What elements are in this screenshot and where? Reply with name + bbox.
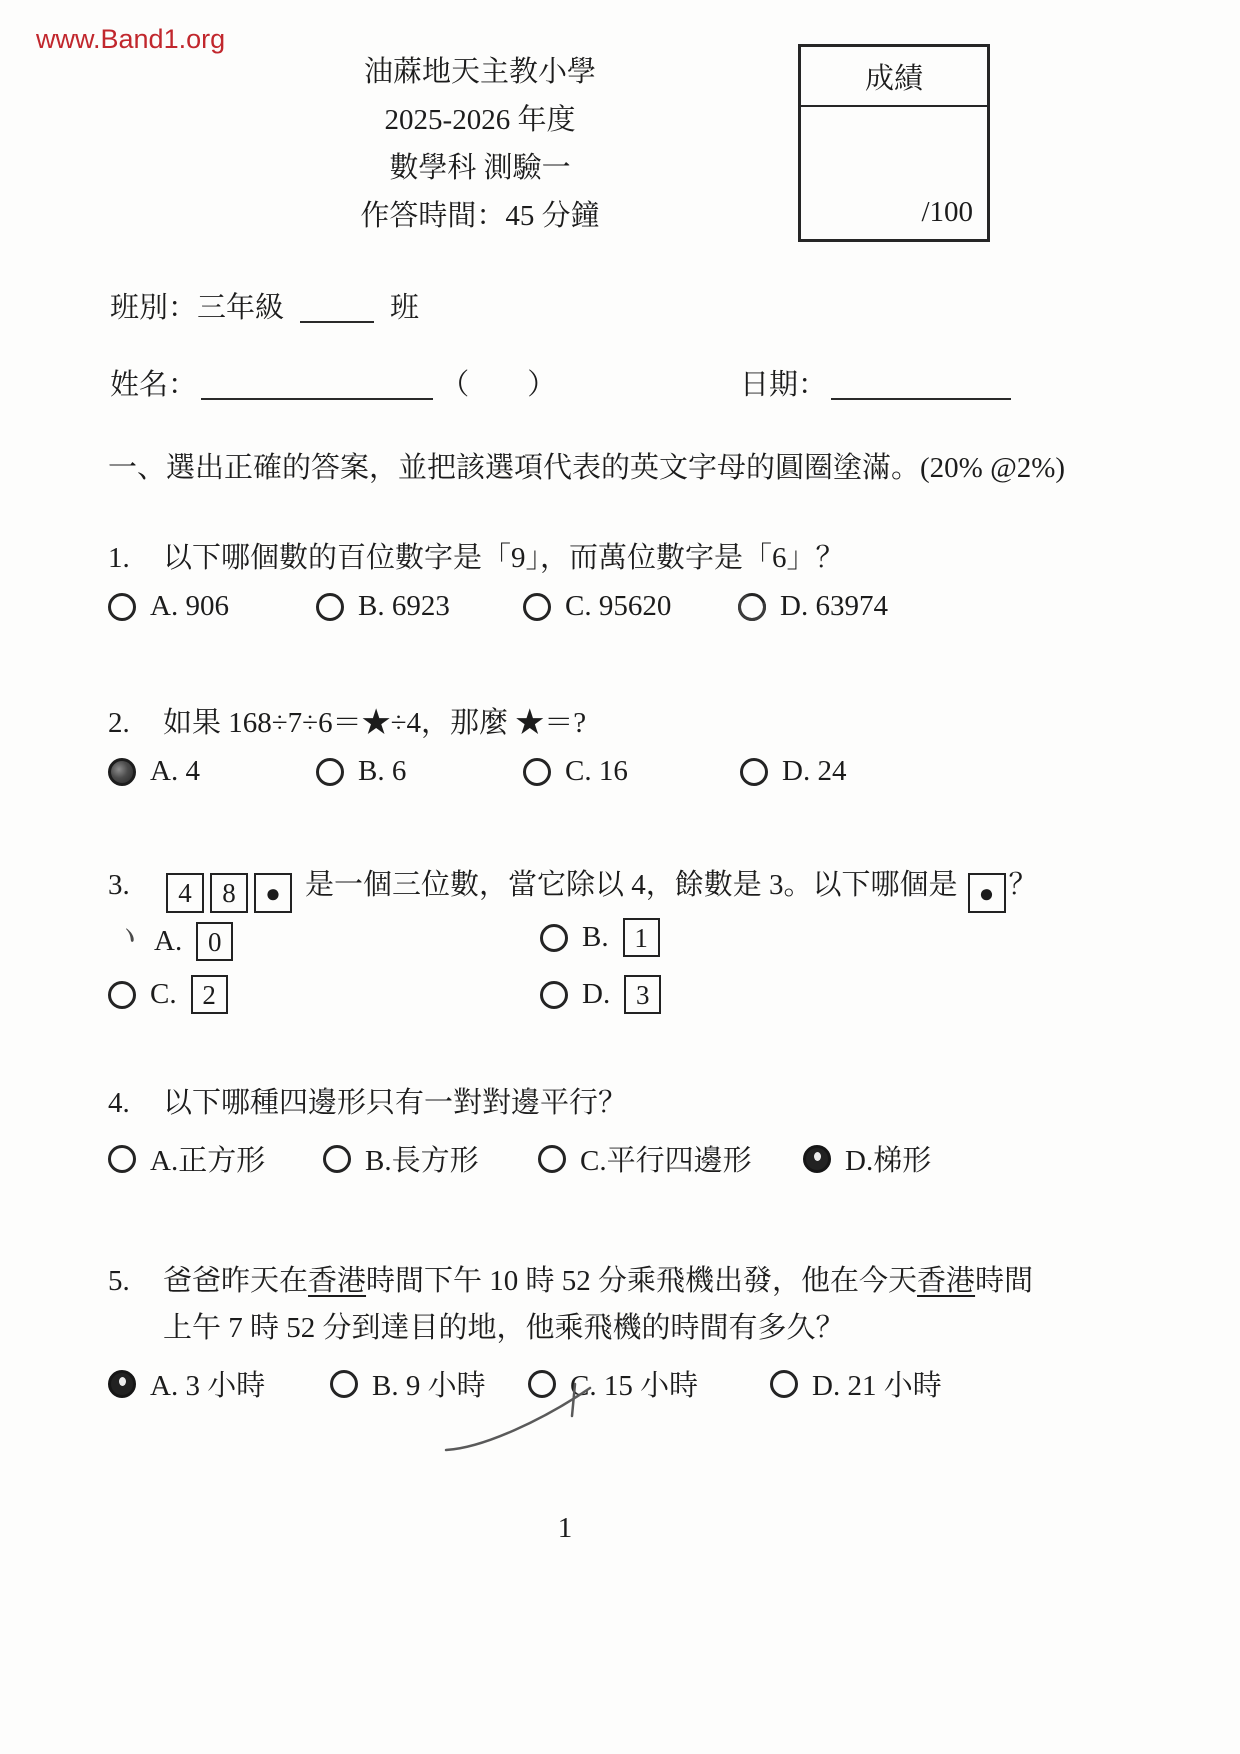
q3-option-a xyxy=(109,913,233,964)
answer-bubble xyxy=(738,593,766,621)
name-blank-field xyxy=(201,368,433,400)
school-name: 油蔴地天主教小學 xyxy=(363,56,596,88)
digit-box-hundreds: 4 xyxy=(166,873,204,913)
question-1-options xyxy=(108,590,1188,636)
option-label: B. 6 xyxy=(358,755,407,787)
date-label: 日期： xyxy=(740,369,828,401)
option-label: D. 24 xyxy=(782,755,847,787)
option-digit-box: 2 xyxy=(191,975,228,1014)
question-4 xyxy=(108,1080,627,1121)
question-2-options xyxy=(108,755,1188,801)
question-5-number: 5. xyxy=(108,1265,130,1297)
question-3-qmark: ？ xyxy=(1008,869,1038,901)
question-5-text: 時間下午 10 時 52 分乘飛機出發，他在今天 xyxy=(366,1265,918,1297)
option-label: D.梯形 xyxy=(845,1145,932,1177)
name-label: 姓名： xyxy=(110,369,198,401)
answer-bubble xyxy=(523,593,551,621)
option-label: D. 63974 xyxy=(780,590,888,622)
answer-bubble xyxy=(108,1145,136,1173)
q1-option-a xyxy=(108,590,229,623)
question-2-number: 2. xyxy=(108,707,130,739)
q5-option-a xyxy=(108,1363,265,1404)
score-total: /100 xyxy=(921,196,973,228)
digit-box-unknown: ● xyxy=(968,873,1006,913)
question-1-number: 1. xyxy=(108,542,130,574)
class-label: 班別：三年級 xyxy=(110,292,285,324)
question-3 xyxy=(108,862,1038,913)
q5-option-d xyxy=(770,1363,942,1404)
option-label: A.正方形 xyxy=(150,1145,266,1177)
underlined-term: 香港 xyxy=(917,1265,976,1297)
answer-bubble xyxy=(540,924,568,952)
question-3-options-row-2 xyxy=(108,975,1188,1021)
question-5-line-2 xyxy=(108,1305,845,1346)
underlined-term: 香港 xyxy=(308,1265,367,1297)
q2-option-a xyxy=(108,755,200,788)
date-blank-field xyxy=(831,368,1011,400)
answer-bubble xyxy=(323,1145,351,1173)
score-label: 成績 xyxy=(801,47,987,107)
question-5-text: 時間 xyxy=(975,1265,1034,1297)
class-blank-field xyxy=(300,291,374,323)
q2-option-b xyxy=(316,755,406,788)
option-label: D. 21 小時 xyxy=(812,1370,942,1402)
watermark-text: www.Band1.org xyxy=(36,24,226,54)
score-box xyxy=(798,44,990,242)
answer-bubble xyxy=(108,593,136,621)
q1-option-c xyxy=(523,590,671,623)
option-label: C.平行四邊形 xyxy=(580,1145,752,1177)
q3-option-d xyxy=(540,975,661,1014)
option-label: D. xyxy=(582,978,611,1010)
question-5-options xyxy=(108,1363,1188,1409)
answer-bubble xyxy=(528,1370,556,1398)
school-year: 2025-2026 年度 xyxy=(384,104,576,136)
question-3-options-row-1 xyxy=(108,913,1188,964)
q3-option-b xyxy=(540,918,660,957)
q4-option-a xyxy=(108,1138,265,1179)
option-label: B. 6923 xyxy=(358,590,450,622)
option-label: B. 9 小時 xyxy=(372,1370,486,1402)
question-3-number: 3. xyxy=(108,869,130,901)
option-label: C. xyxy=(150,978,177,1010)
q4-option-b xyxy=(323,1138,479,1179)
option-digit-box: 1 xyxy=(623,918,660,957)
answer-bubble xyxy=(523,758,551,786)
option-label: B. xyxy=(582,921,609,953)
question-4-options xyxy=(108,1138,1188,1184)
subject-title: 數學科 測驗一 xyxy=(389,152,571,184)
answer-bubble xyxy=(316,758,344,786)
date-group xyxy=(740,362,1011,403)
name-date-line xyxy=(110,362,1150,403)
page-number: 1 xyxy=(557,1512,573,1544)
duration-note: 作答時間：45 分鐘 xyxy=(360,200,600,232)
answer-bubble xyxy=(538,1145,566,1173)
option-label: C. 95620 xyxy=(565,590,672,622)
answer-bubble xyxy=(770,1370,798,1398)
answer-bubble xyxy=(330,1370,358,1398)
option-digit-box: 3 xyxy=(624,975,661,1014)
option-digit-box: 0 xyxy=(196,922,233,961)
answer-bubble xyxy=(540,981,568,1009)
pencil-mark-icon: ヽ xyxy=(109,913,149,958)
option-label: C. 16 xyxy=(565,755,628,787)
q4-option-c xyxy=(538,1138,752,1179)
question-4-number: 4. xyxy=(108,1087,130,1119)
paren-close: ） xyxy=(527,369,557,401)
answer-bubble xyxy=(316,593,344,621)
option-label: A. 906 xyxy=(150,590,229,622)
answer-bubble xyxy=(108,758,136,786)
option-label: B.長方形 xyxy=(365,1145,479,1177)
question-1 xyxy=(108,535,845,576)
q5-option-b xyxy=(330,1363,486,1404)
q2-option-c xyxy=(523,755,628,788)
question-5-text: 上午 7 時 52 分到達目的地，他乘飛機的時間有多久？ xyxy=(163,1312,845,1344)
class-unit-label: 班 xyxy=(390,292,420,324)
digit-box-unknown: ● xyxy=(254,873,292,913)
q4-option-d xyxy=(803,1138,931,1179)
option-label: A. 3 小時 xyxy=(150,1370,266,1402)
class-line xyxy=(110,285,419,326)
q3-option-c xyxy=(108,975,228,1014)
option-label: C. 15 小時 xyxy=(570,1370,699,1402)
answer-bubble xyxy=(740,758,768,786)
option-label: A. xyxy=(154,924,183,957)
q1-option-b xyxy=(316,590,450,623)
question-4-text: 以下哪種四邊形只有一對對邊平行？ xyxy=(163,1087,628,1119)
q5-option-c xyxy=(528,1363,698,1404)
section-instruction: 一、選出正確的答案，並把該選項代表的英文字母的圓圈塗滿。(20% @2%) xyxy=(108,452,1066,484)
answer-bubble xyxy=(108,981,136,1009)
question-1-text: 以下哪個數的百位數字是「9」，而萬位數字是「6」？ xyxy=(163,542,845,574)
paren-open: （ xyxy=(440,369,470,401)
answer-bubble xyxy=(803,1145,831,1173)
digit-box-tens: 8 xyxy=(210,873,248,913)
answer-bubble xyxy=(108,1370,136,1398)
question-2 xyxy=(108,700,586,741)
question-5-line-1 xyxy=(108,1258,1033,1299)
option-label: A. 4 xyxy=(150,755,200,787)
q1-option-d xyxy=(738,590,888,623)
question-5-text: 爸爸昨天在 xyxy=(163,1265,309,1297)
q2-option-d xyxy=(740,755,846,788)
question-2-text: 如果 168÷7÷6＝★÷4，那麼 ★＝? xyxy=(163,707,587,739)
question-3-text: 是一個三位數，當它除以 4，餘數是 3。以下哪個是 xyxy=(305,869,958,901)
